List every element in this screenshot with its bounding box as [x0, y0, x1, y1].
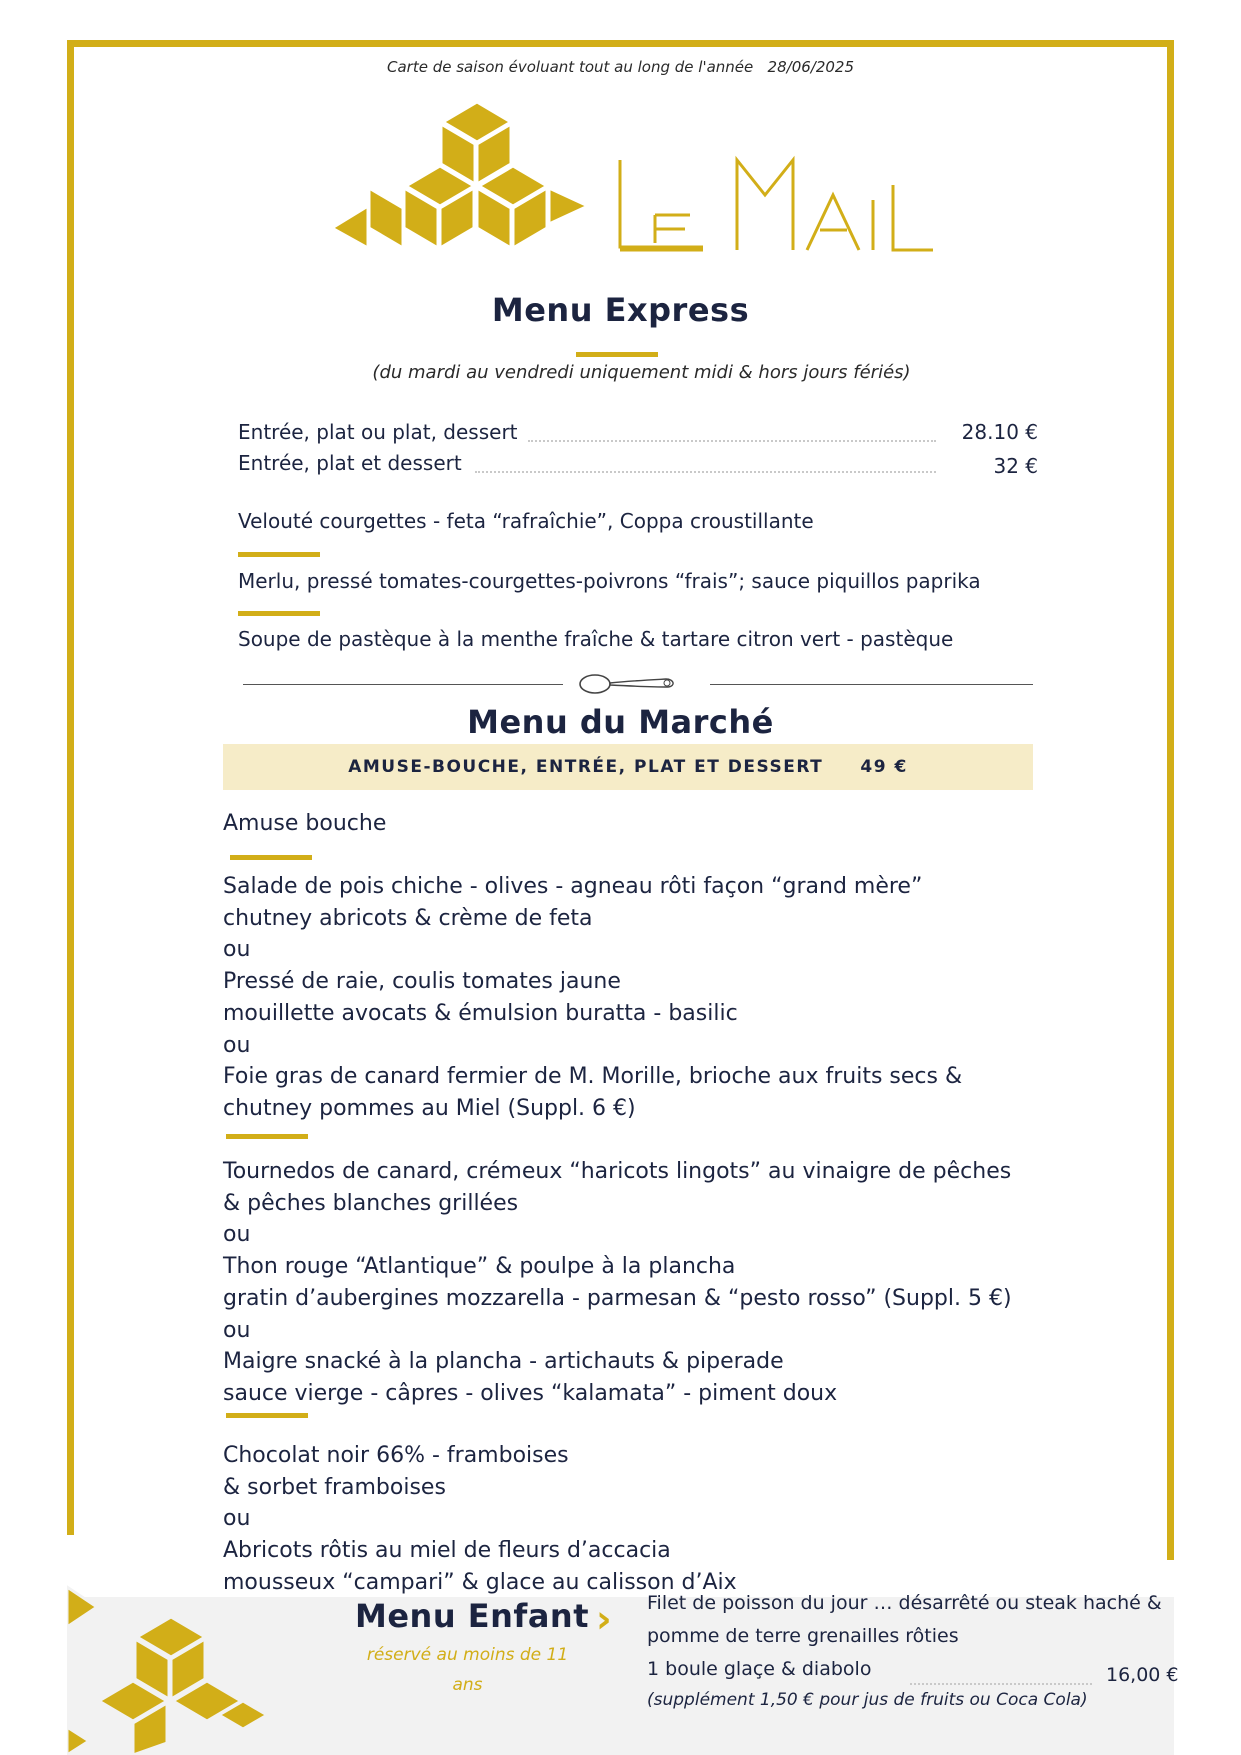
plat-line: gratin d’aubergines mozzarella - parmesan & “pesto rosso” (Suppl. 5 €) [223, 1285, 1012, 1311]
season-tagline: Carte de saison évoluant tout au long de l'année 28/06/2025 [386, 58, 855, 76]
dessert-line: mousseux “campari” & glace au calisson d’Aix [223, 1569, 737, 1595]
plat-line: ou [223, 1222, 251, 1248]
express-starter: Velouté courgettes - feta “rafraîchie”, Coppa croustillante [238, 509, 814, 533]
entree-line: ou [223, 937, 251, 963]
marche-desserts [223, 1440, 737, 1599]
dessert-line: & sorbet framboises [223, 1474, 446, 1500]
dessert-line: Chocolat noir 66% - framboises [223, 1443, 569, 1468]
frame-gap-left [60, 1535, 80, 1575]
dot-leader [475, 471, 936, 473]
menu-express-title: Menu Express [491, 291, 750, 329]
dot-leader [528, 440, 936, 442]
dessert-line: ou [223, 1506, 251, 1532]
logo-cubes-icon [330, 100, 590, 260]
plat-line: Thon rouge “Atlantique” & poulpe à la plancha [223, 1254, 736, 1280]
amuse-bouche: Amuse bouche [223, 811, 387, 836]
price-value: 28.10 € [961, 420, 1038, 444]
enfant-price: 16,00 € [1106, 1664, 1179, 1686]
menu-marche-title: Menu du Marché [467, 703, 774, 741]
spoon-icon [578, 672, 678, 698]
dot-leader [910, 1683, 1092, 1685]
price-label: Entrée, plat et dessert [238, 451, 462, 475]
price-label: Entrée, plat ou plat, dessert [238, 420, 518, 444]
menu-enfant-subtitle: réservé au moins de 11 ans [366, 1645, 569, 1695]
divider-line-left [243, 684, 563, 685]
entree-line: Foie gras de canard fermier de M. Morille, brioche aux fruits secs & [223, 1064, 963, 1090]
course-separator [238, 552, 320, 557]
course-separator [238, 611, 320, 616]
express-main: Merlu, pressé tomates-courgettes-poivrons “frais”; sauce piquillos paprika [238, 569, 981, 593]
entree-line: chutney pommes au Miel (Suppl. 6 €) [223, 1095, 636, 1121]
enfant-line-2: pomme de terre grenailles rôties [647, 1625, 959, 1647]
logo-wordmark [615, 155, 935, 255]
express-price-row-2 [238, 451, 1038, 481]
express-price-row-1 [238, 420, 1038, 450]
menu-enfant-title: Menu Enfant [355, 1597, 589, 1635]
course-separator [226, 1413, 308, 1418]
entree-line: mouillette avocats & émulsion buratta - basilic [223, 1000, 738, 1026]
marche-entrees [223, 871, 962, 1125]
entree-line: Salade de pois chiche - olives - agneau rôti façon “grand mère” [223, 874, 923, 899]
divider-line-right [710, 684, 1033, 685]
plat-line: Maigre snacké à la plancha - artichauts & piperade [223, 1349, 784, 1375]
plat-line: ou [223, 1317, 251, 1343]
price-value: 32 € [993, 454, 1038, 478]
enfant-line-1: Filet de poisson du jour … désarrêté ou steak haché & [647, 1592, 1162, 1614]
express-title-underline [576, 352, 658, 357]
express-dessert: Soupe de pastèque à la menthe fraîche & tartare citron vert - pastèque [238, 627, 954, 651]
chevron-right-icon: › [596, 1597, 612, 1641]
entree-line: chutney abricots & crème de feta [223, 905, 593, 931]
marche-price-band: AMUSE-BOUCHE, ENTRÉE, PLAT ET DESSERT 49 € [223, 744, 1033, 790]
entree-line: ou [223, 1032, 251, 1058]
course-separator [226, 1134, 308, 1139]
express-subtitle: (du mardi au vendredi uniquement midi & hors jours fériés) [372, 362, 911, 383]
course-separator [230, 855, 312, 860]
dessert-line: Abricots rôtis au miel de fleurs d’accacia [223, 1538, 671, 1564]
plat-line: sauce vierge - câpres - olives “kalamata” - piment doux [223, 1380, 838, 1406]
enfant-line-3: 1 boule glaçe & diabolo [647, 1658, 872, 1680]
plat-line: & pêches blanches grillées [223, 1190, 519, 1216]
marche-plats [223, 1156, 1012, 1410]
enfant-supplement-note: (supplément 1,50 € pour jus de fruits ou Coca Cola) [647, 1690, 1088, 1710]
footer-cubes-icon [67, 1577, 277, 1755]
plat-line: Tournedos de canard, crémeux “haricots lingots” au vinaigre de pêches [223, 1159, 1012, 1184]
entree-line: Pressé de raie, coulis tomates jaune [223, 969, 621, 995]
